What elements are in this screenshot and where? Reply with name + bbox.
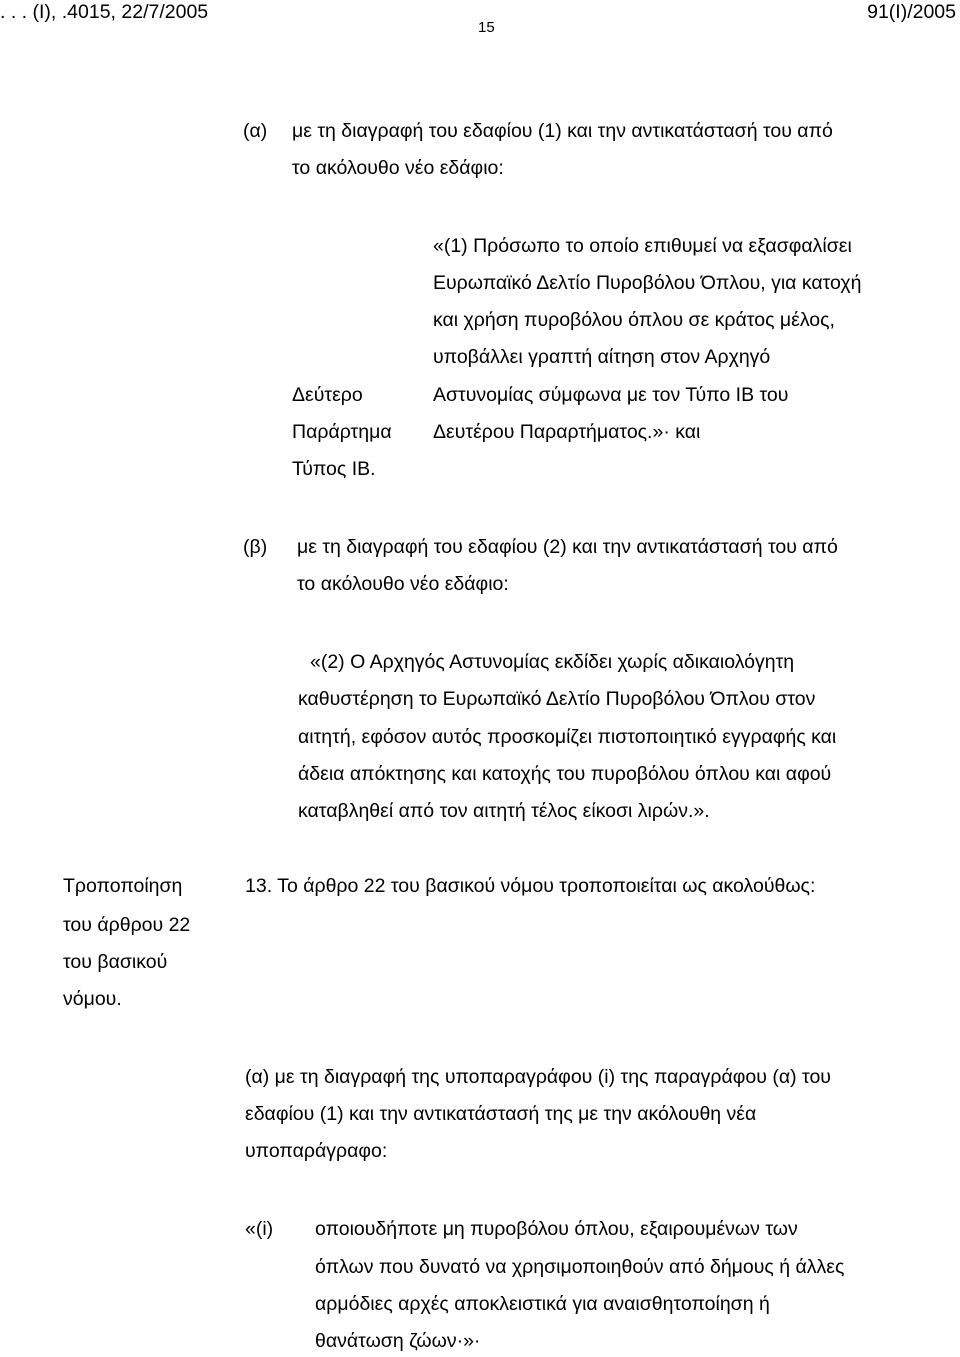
quote-2-line: καθυστέρηση το Ευρωπαϊκό Δελτίο Πυροβόλου Όπλου στον [298,688,816,710]
quote-1-line: Ευρωπαϊκό Δελτίο Πυροβόλου Όπλου, για κατοχή [433,272,862,294]
quote-1-line: «(1) Πρόσωπο το οποίο επιθυμεί να εξασφαλίσει [433,235,852,257]
para-a-line: το ακόλουθο νέο εδάφιο: [292,157,504,179]
quote-2-line: άδεια απόκτησης και κατοχής του πυροβόλου όπλου και αφού [298,763,832,785]
quote-3-line: οποιουδήποτε μη πυροβόλου όπλου, εξαιρουμένων των [315,1218,798,1240]
quote-2-line: αιτητή, εφόσον αυτός προσκομίζει πιστοποιητικό εγγραφής και [298,726,837,748]
quote-3-label: «(i) [245,1218,274,1240]
margin-note-2-line: Τροποποίηση [63,875,183,897]
quote-3-line: αρμόδιες αρχές αποκλειστικά για αναισθητοποίηση ή [315,1293,770,1315]
margin-note-2-line: νόμου. [63,988,122,1010]
header-right: 91(Ι)/2005 [867,1,956,23]
quote-3-line: όπλων που δυνατό να χρησιμοποιηθούν από δήμους ή άλλες [315,1256,845,1278]
quote-1-line: και χρήση πυροβόλου όπλου σε κράτος μέλος, [433,309,835,331]
quote-2-line: «(2) Ο Αρχηγός Αστυνομίας εκδίδει χωρίς αδικαιολόγητη [310,651,795,673]
margin-note-1-line: Δεύτερο [292,384,363,406]
section-13-heading: 13. Το άρθρο 22 του βασικού νόμου τροποποιείται ως ακολούθως: [245,875,816,897]
para-a-line: με τη διαγραφή του εδαφίου (1) και την αντικατάστασή του από [292,120,833,142]
quote-3-line: θανάτωση ζώων·»· [315,1330,481,1352]
margin-note-1-line: Τύπος ΙΒ. [292,458,376,480]
margin-note-2-line: του άρθρου 22 [63,914,191,936]
para-13a-line: εδαφίου (1) και την αντικατάστασή της με την ακόλουθη νέα [245,1103,757,1125]
para-13a-line: (α) με τη διαγραφή της υποπαραγράφου (i) της παραγράφου (α) του [245,1066,831,1088]
page-number: 15 [478,19,495,36]
para-13a-line: υποπαράγραφο: [245,1140,388,1162]
quote-1-line: υποβάλλει γραπτή αίτηση στον Αρχηγό [433,346,771,368]
para-b-label: (β) [243,536,268,558]
para-b-line: το ακόλουθο νέο εδάφιο: [297,573,509,595]
para-a-label: (α) [243,120,268,142]
margin-note-2-line: του βασικού [63,951,168,973]
margin-note-1-line: Παράρτημα [292,421,392,443]
quote-1-line: Αστυνομίας σύμφωνα με τον Τύπο ΙΒ του [433,384,789,406]
quote-1-line: Δευτέρου Παραρτήματος.»· και [433,421,701,443]
quote-2-line: καταβληθεί από τον αιτητή τέλος είκοσι λιρών.». [298,800,710,822]
header-left: . . . (Ι), .4015, 22/7/2005 [0,1,209,23]
para-b-line: με τη διαγραφή του εδαφίου (2) και την αντικατάστασή του από [297,536,838,558]
